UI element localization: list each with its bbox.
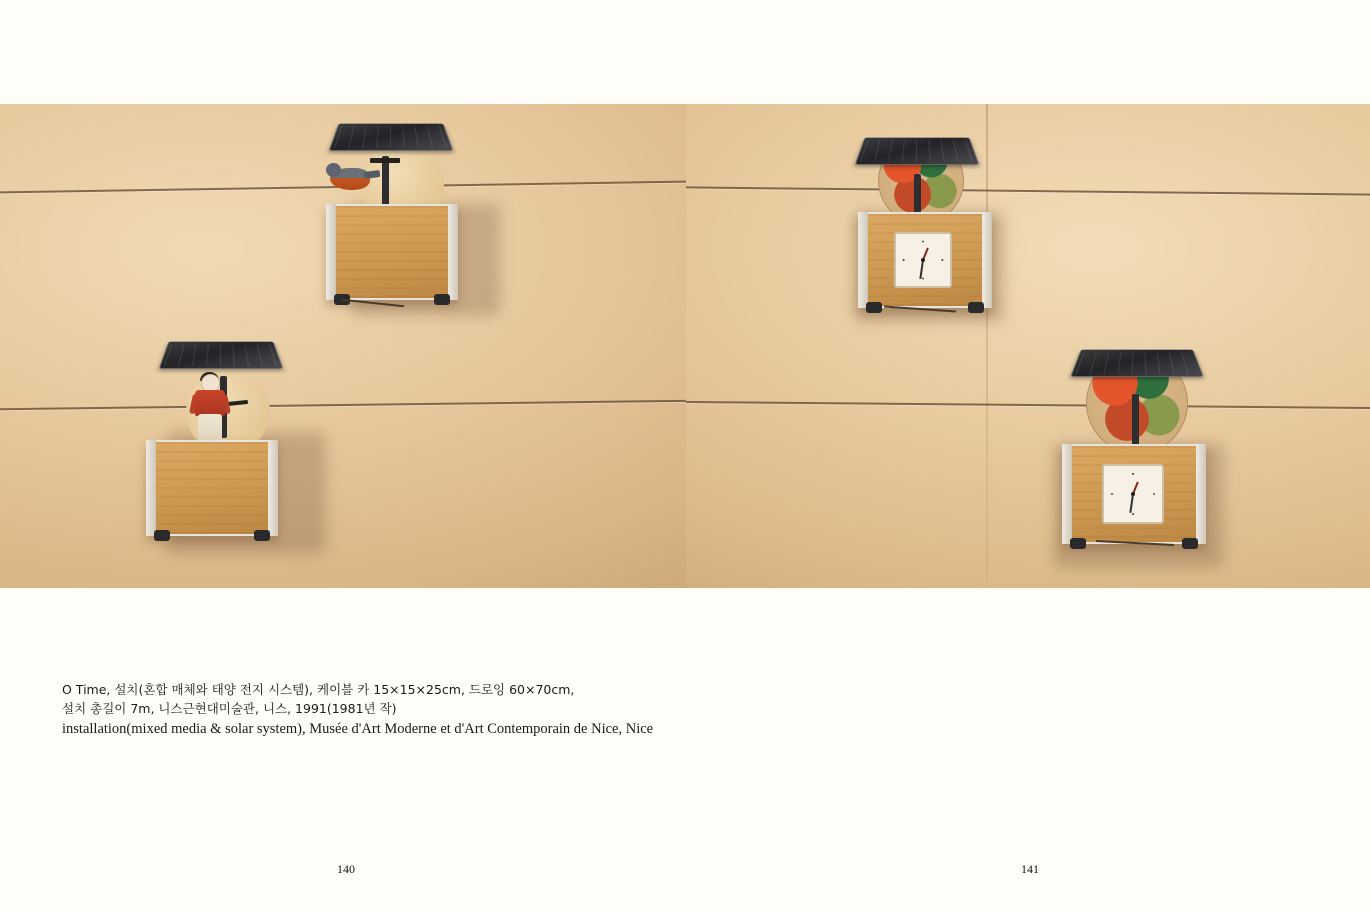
support-stem: [914, 174, 921, 216]
plate-caption: [62, 680, 962, 739]
solar-panel: [329, 124, 454, 151]
sculpture-unit-bird: [318, 112, 508, 322]
caption-line-korean-1: O Time, 설치(혼합 매체와 태양 전지 시스템), 케이블 카 15×15×25cm, 드로잉 60×70cm,: [62, 682, 575, 697]
clock-face: [1102, 464, 1164, 524]
bird-figurine: [330, 168, 370, 190]
solar-panel: [159, 342, 284, 369]
wooden-crate: [326, 204, 458, 300]
plate-right: [686, 104, 1370, 588]
support-stem: [1132, 394, 1139, 446]
caption-line-english: installation(mixed media & solar system), Musée d'Art Moderne et d'Art Contemporain de Nice, Nice: [62, 721, 654, 737]
clock-face: [894, 232, 952, 288]
wooden-crate: [146, 440, 278, 536]
solar-panel: [855, 138, 980, 165]
folio-right: 141: [1021, 862, 1039, 876]
sculpture-unit-clock-upper: [864, 126, 1064, 336]
folio-left: 140: [337, 862, 355, 876]
wooden-crate: [1062, 444, 1206, 544]
support-stem: [382, 156, 389, 206]
solar-panel: [1070, 350, 1204, 377]
caption-line-korean-2: 설치 총길이 7m, 니스근현대미술관, 니스, 1991(1981년 작): [62, 701, 397, 716]
plate-band: [0, 104, 1370, 588]
doll-figurine: [192, 374, 228, 448]
plate-left: [0, 104, 686, 588]
sculpture-unit-clock-lower: [1070, 340, 1290, 588]
armature-bar: [370, 158, 400, 163]
wooden-crate: [858, 212, 992, 308]
sculpture-unit-doll: [138, 332, 338, 572]
